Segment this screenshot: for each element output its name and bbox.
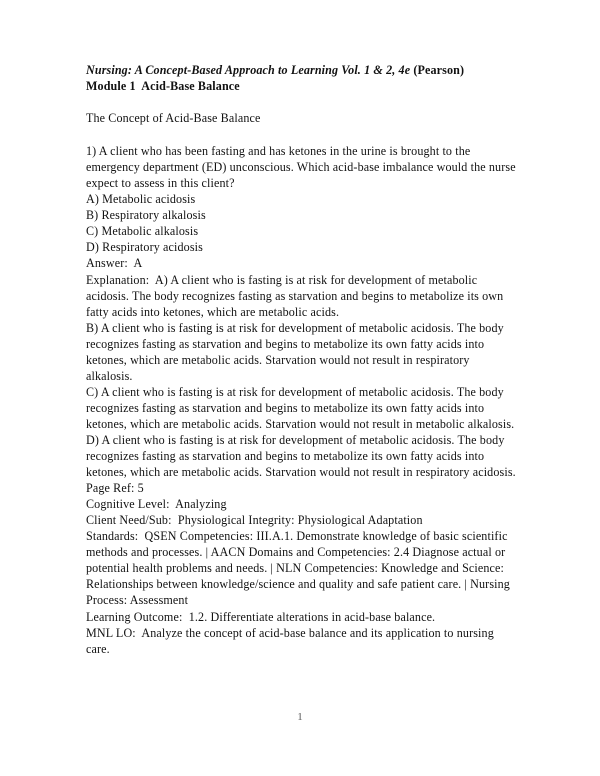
answer-line: Answer: A (86, 256, 143, 271)
client-need: Client Need/Sub: Physiological Integrity: Physiological Adaptation (86, 513, 423, 528)
book-title-italic: Nursing: A Concept-Based Approach to Learning Vol. 1 & 2, 4e (86, 63, 411, 77)
document-body (86, 62, 519, 657)
cognitive-level: Cognitive Level: Analyzing (86, 497, 227, 512)
module-heading: Module 1 Acid-Base Balance (86, 79, 240, 94)
choice-b[interactable]: B) Respiratory alkalosis (86, 208, 206, 223)
explanation-b: B) A client who is fasting is at risk for development of metabolic acidosis. The body recognizes fasting as starvation and begins to metabolize its own fatty acids into ketones, which are metabolic acids. Starvation would not result in respiratory alkalosis. (86, 320, 507, 383)
spacer-after-heading (86, 94, 516, 110)
choice-c[interactable]: C) Metabolic alkalosis (86, 224, 199, 239)
learning-outcome: Learning Outcome: 1.2. Differentiate alterations in acid-base balance. (86, 609, 436, 624)
mnl-lo: MNL LO: Analyze the concept of acid-base balance and its application to nursing care. (86, 625, 498, 656)
standards: Standards: QSEN Competencies: III.A.1. Demonstrate knowledge of basic scientific methods and processes. | AACN Domains and Competencies: 2.4 Diagnose actual or potential health problems and needs. | NLN Competencies: Knowledge and Science: Relationships between knowledge/science and quality and safe patient care. | Nursing Process: Assessment (86, 529, 514, 608)
page-ref: Page Ref: 5 (86, 481, 144, 496)
choice-a[interactable]: A) Metabolic acidosis (86, 192, 196, 207)
book-title-line (86, 62, 516, 78)
spacer-after-concept (86, 126, 516, 143)
explanation-c: C) A client who is fasting is at risk for development of metabolic acidosis. The body recognizes fasting as starvation and begins to metabolize its own fatty acids into ketones, which are metabolic acids. Starvation would not result in metabolic alkalosis. (86, 384, 515, 431)
choice-d[interactable]: D) Respiratory acidosis (86, 240, 203, 255)
explanation-a: Explanation: A) A client who is fasting is at risk for development of metabolic acidosis. The body recognizes fasting as starvation and begins to metabolize its own fatty acids into ketones, which are metabolic acids. (86, 272, 507, 319)
page-number: 1 (297, 711, 303, 723)
explanation-d: D) A client who is fasting is at risk for development of metabolic acidosis. The body recognizes fasting as starvation and begins to metabolize its own fatty acids into ketones, which are metabolic acids. Starvation would not result in respiratory acidosis. (86, 432, 516, 480)
publisher-label: (Pearson) (410, 63, 465, 77)
concept-heading: The Concept of Acid-Base Balance (86, 111, 261, 126)
question-stem: 1) A client who has been fasting and has ketones in the urine is brought to the emergency department (ED) unconscious. Which acid-base imbalance would the nurse expect to assess in this client? (86, 144, 519, 191)
